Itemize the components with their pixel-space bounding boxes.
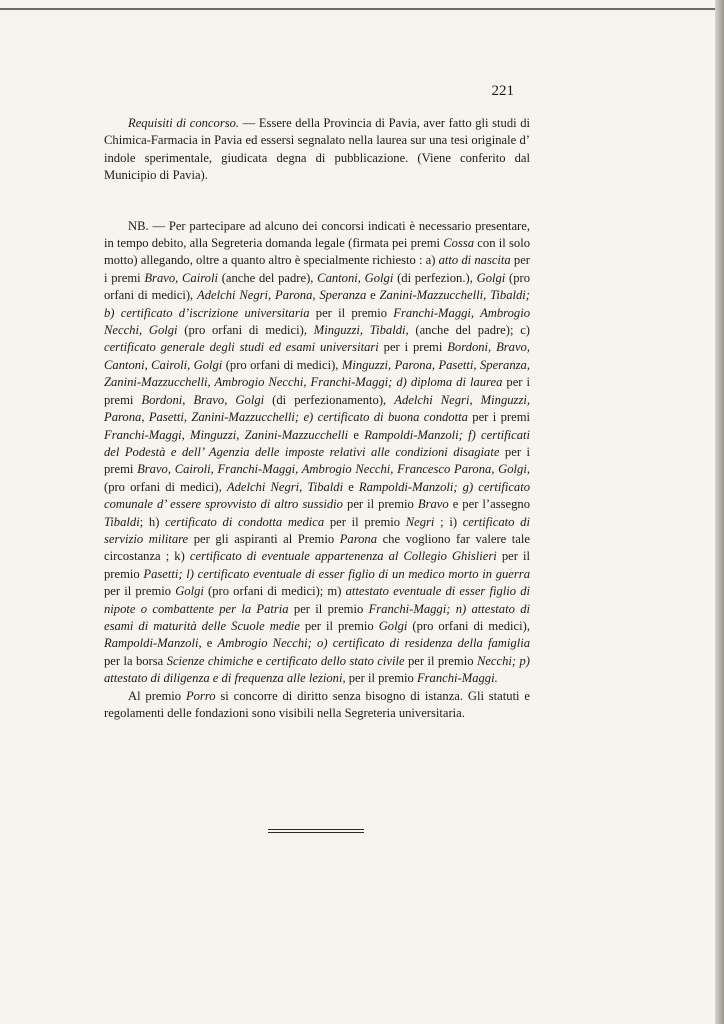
text-run: Golgi xyxy=(378,618,408,633)
text-run: Scienze chimiche xyxy=(166,653,254,668)
text-run: per il premio xyxy=(342,497,418,512)
text-run: certificato generale degli studi ed esami universitari xyxy=(104,340,379,355)
text-run: Adelchi Negri, Minguzzi, Parona, Pasetti, Zanini-Mazzucchelli; e) certificato di buona condotta xyxy=(104,392,530,425)
requisiti-paragraph xyxy=(104,115,530,185)
text-run: per il premio xyxy=(324,514,406,529)
text-run: (pro orfani di medici); m) xyxy=(203,584,346,599)
text-run: attestato eventuale di esser figlio di nipote o combattente per la Patria xyxy=(104,584,530,616)
text-run: (pro orfani di medici), xyxy=(104,270,531,303)
text-run: ; h) xyxy=(139,514,166,529)
text-run: (di perfezion.), xyxy=(393,270,477,285)
text-run: Adelchi Negri, Parona, Speranza xyxy=(197,288,367,303)
text-run: per i premi xyxy=(104,253,530,285)
closing-rule xyxy=(268,829,364,833)
text-run: Golgi xyxy=(175,584,204,599)
text-run: Tibaldi xyxy=(104,514,140,529)
text-run: Rampoldi-Manzoli; f) certificati del Podestà e dell’ Agenzia delle imposte relativi alle condizioni disagiate xyxy=(104,427,530,459)
text-run: (anche del padre); c) xyxy=(408,323,530,338)
text-run: certificato dello stato civile xyxy=(265,653,405,668)
text-run: e xyxy=(253,653,266,668)
text-run: Minguzzi, Tibaldi, xyxy=(313,323,409,338)
text-run: che vogliono far valere tale circostanza ; k) xyxy=(104,531,530,564)
text-run: e xyxy=(348,427,365,442)
top-page-edge xyxy=(0,8,718,10)
text-run: per i premi xyxy=(467,410,530,425)
page-edge-shadow xyxy=(715,0,724,1024)
text-run: certificato di condotta medica xyxy=(165,514,325,529)
text-run: (di perfezionamento), xyxy=(264,392,395,407)
text-run: Bordoni, Bravo, Golgi xyxy=(141,392,265,407)
text-run: Bravo xyxy=(417,497,449,512)
text-run: per il premio xyxy=(404,653,477,668)
text-run: Parona xyxy=(339,531,378,546)
text-run: per i premi xyxy=(104,375,530,407)
text-run: Negri xyxy=(405,514,435,529)
text-run: certificato di eventuale appartenenza al Collegio Ghislieri xyxy=(189,549,497,564)
text-run: per il premio xyxy=(288,601,369,616)
text-run: ; i) xyxy=(434,514,463,529)
text-run: Franchi-Maggi. xyxy=(416,671,498,686)
text-run: per il premio xyxy=(104,549,530,581)
text-run: con il solo motto) allegando, oltre a quanto altro è specialmente richiesto : a) xyxy=(104,236,530,268)
text-run: Rampoldi-Manzoli xyxy=(104,636,199,651)
text-run: per i premi xyxy=(378,340,448,355)
text-run: per il premio xyxy=(309,305,394,320)
text-run: per i premi xyxy=(104,444,530,477)
text-run: Pasetti; l) certificato eventuale di esser figlio di un medico morto in guerra xyxy=(143,566,530,581)
text-run: Al premio xyxy=(128,688,186,703)
text-run: (pro orfani di medici), xyxy=(104,479,227,494)
text-run: Porro xyxy=(185,688,216,703)
text-run: Cossa xyxy=(443,236,475,251)
text-run: , per il premio xyxy=(342,671,417,686)
text-run: e xyxy=(343,479,359,494)
text-run: Minguzzi, Parona, Pasetti, Speranza, Zanini-Mazzucchelli, Ambrogio Necchi, Franchi-Maggi; d) diploma di laurea xyxy=(104,357,530,390)
text-run: per il premio xyxy=(104,584,176,599)
text-run: per la borsa xyxy=(104,653,167,668)
text-run: Ambrogio Necchi; o) certificato di residenza della famiglia xyxy=(217,636,530,651)
text-run: Zanini-Mazzucchelli, Tibaldi; b) certificato d’iscrizione universitaria xyxy=(104,288,530,320)
text-run: Rampoldi-Manzoli; g) certificato comunale d’ essere sprovvisto di altro sussidio xyxy=(104,479,531,512)
requisiti-label: Requisiti di concorso. xyxy=(128,116,240,130)
text-run: si concorre di diritto senza bisogno di istanza. Gli statuti e regolamenti delle fondazioni sono visibili nella Segreteria universitaria. xyxy=(104,688,530,720)
text-run: Bravo, Cairoli, Franchi-Maggi, Ambrogio Necchi, Francesco Parona, Golgi, xyxy=(137,462,530,477)
text-run: (pro orfani di medici), xyxy=(407,618,530,633)
text-run: per gli aspiranti al Premio xyxy=(188,531,340,546)
text-run: Necchi; p) attestato di diligenza e di frequenza alle lezioni xyxy=(104,653,530,686)
text-run: e per l’assegno xyxy=(448,497,530,512)
text-run: Adelchi Negri, Tibaldi xyxy=(226,479,344,494)
nb-paragraph xyxy=(104,218,530,688)
requisiti-text: — Essere della Provincia di Pavia, aver fatto gli studi di Chimica-Farmacia in Pavia ed essersi segnalato nella laurea sur una tesi originale d’ indole sperimentale, giudicata degna di pubblicazione. (Viene conferito dal Municipio di Pavia). xyxy=(104,116,531,183)
text-run: Bordoni, Bravo, Cantoni, Cairoli, Golgi xyxy=(104,340,530,372)
text-run: Bravo, Cairoli xyxy=(144,270,218,285)
text-run: Franchi-Maggi, Minguzzi, Zanini-Mazzucchelli xyxy=(104,427,349,442)
text-run: (pro orfani di medici), xyxy=(177,323,314,338)
text-run: e xyxy=(366,288,380,303)
text-run: (anche del padre), xyxy=(217,270,318,285)
text-run: per il premio xyxy=(299,618,379,633)
text-run: Cantoni, Golgi xyxy=(317,270,394,285)
text-run: (pro orfani di medici), xyxy=(222,357,342,372)
page-number: 221 xyxy=(491,83,514,99)
porro-paragraph xyxy=(104,688,530,723)
text-run: Franchi-Maggi, Ambrogio Necchi, Golgi xyxy=(104,305,531,338)
text-run: Franchi-Maggi; n) attestato di esami di maturità delle Scuole medie xyxy=(104,601,530,633)
text-run: , e xyxy=(198,636,218,651)
text-run: certificato di servizio militare xyxy=(104,514,530,546)
text-run: NB. — Per partecipare ad alcuno dei concorsi indicati è necessario presentare, in tempo debito, alla Segreteria domanda legale (firmata pei premi xyxy=(104,218,530,251)
document-body xyxy=(104,115,530,722)
text-run: atto di nascita xyxy=(438,253,511,268)
text-run: Golgi xyxy=(476,270,506,285)
